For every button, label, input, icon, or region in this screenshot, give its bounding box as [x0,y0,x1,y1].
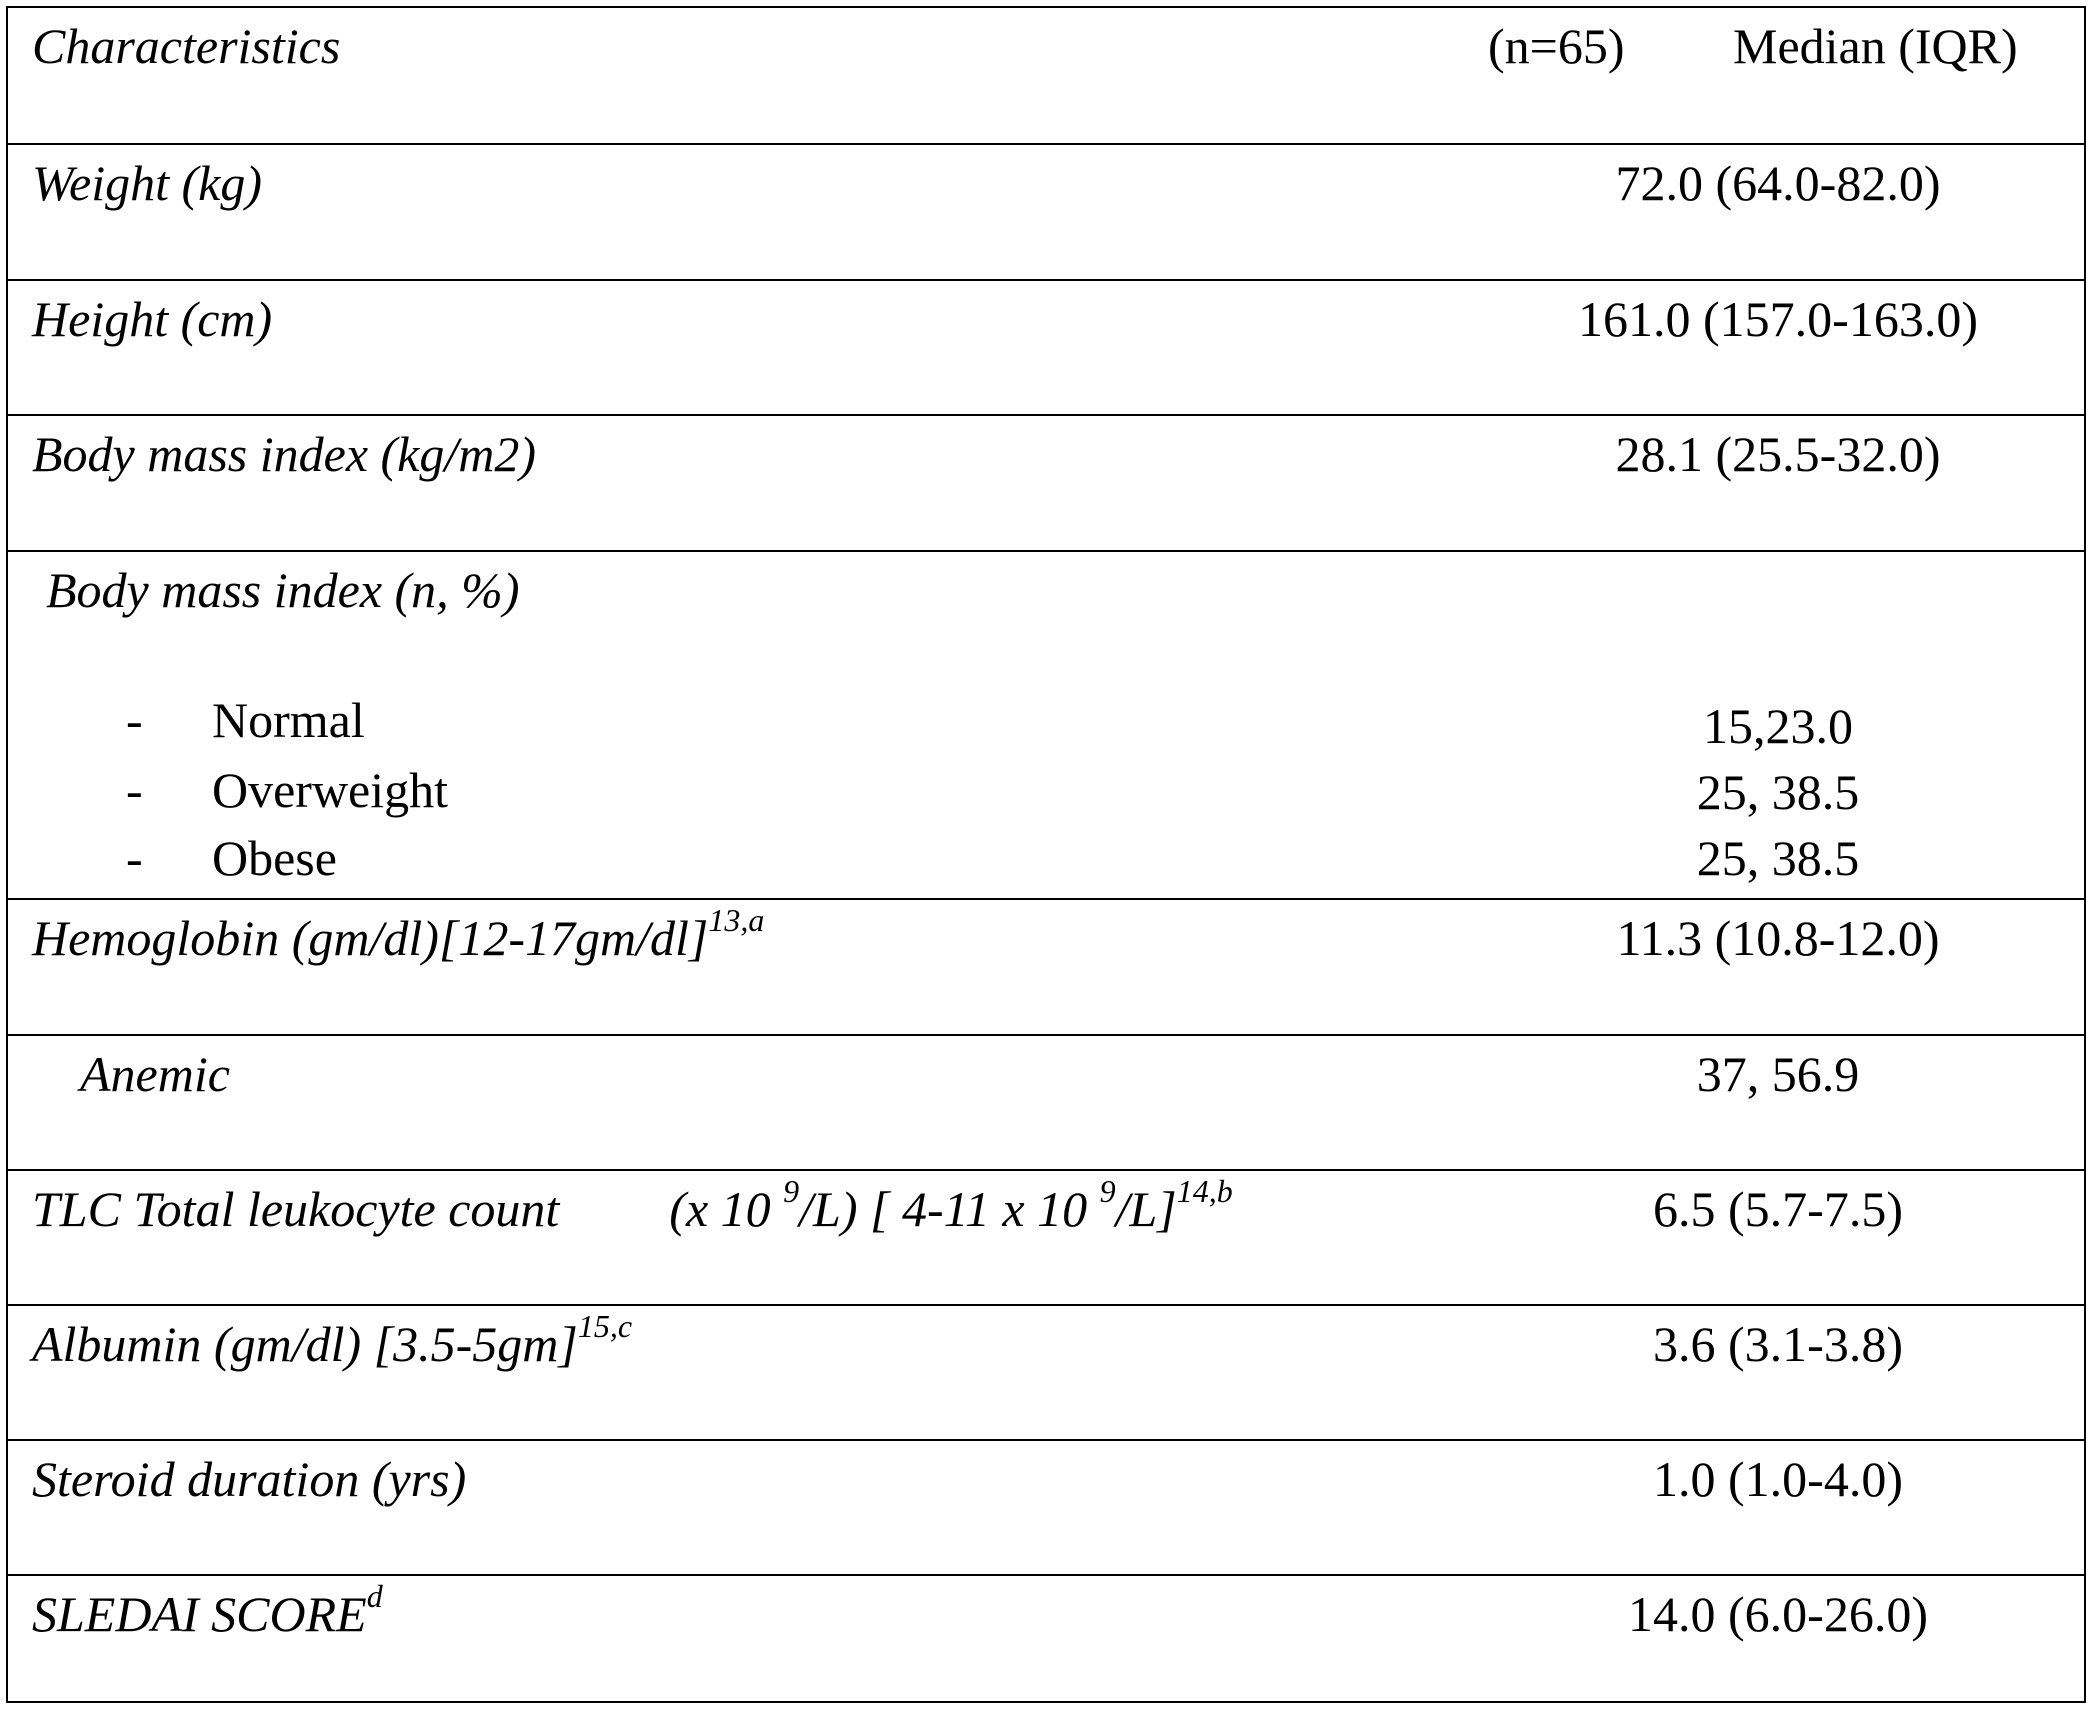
table-row-steroid-duration [8,1439,2084,1574]
footnote-ref: 15,c [577,1308,633,1344]
row-value: 14.0 (6.0-26.0) [1628,1586,1928,1642]
bmi-item-normal [126,690,365,750]
table-row-anemic [8,1034,2084,1169]
list-dash: - [126,762,143,818]
row-value: 161.0 (157.0-163.0) [1578,291,1978,347]
header-characteristics: Characteristics [32,18,341,74]
table-row-weight [8,143,2084,279]
table-row-height [8,279,2084,414]
header-n: (n=65) [1488,18,1625,74]
row-value: 11.3 (10.8-12.0) [1616,910,1940,966]
row-value: 28.1 (25.5-32.0) [1615,426,1941,482]
row-label [32,1173,1233,1239]
table-row-bmi-category [8,550,2084,898]
row-label: Steroid duration (yrs) [32,1451,467,1507]
footnote-ref: 13,a [708,902,765,938]
row-label: Body mass index (n, %) [46,562,520,618]
bmi-item-value: 15,23.0 [1703,698,1853,754]
row-value: 72.0 (64.0-82.0) [1615,155,1941,211]
row-label: Weight (kg) [32,155,263,211]
label-text: Hemoglobin (gm/dl)[12-17gm/dl] [32,910,709,966]
row-label [32,1578,383,1644]
row-value: 6.5 (5.7-7.5) [1653,1181,1903,1237]
bmi-item-value: 25, 38.5 [1696,764,1860,820]
table-header-row [8,8,2084,143]
row-value: 37, 56.9 [1696,1046,1860,1102]
label-text: /L) [ 4-11 x 10 [799,1181,1100,1237]
bmi-item-obese [126,828,337,888]
table-row-bmi [8,414,2084,550]
row-value: 1.0 (1.0-4.0) [1653,1451,1903,1507]
footnote-ref: d [366,1578,383,1614]
label-text: SLEDAI SCORE [32,1586,367,1642]
row-label: Body mass index (kg/m2) [32,426,537,482]
list-dash: - [126,830,143,886]
row-label [32,902,765,968]
row-label [32,1308,633,1374]
label-text: /L] [1115,1181,1177,1237]
table-row-albumin [8,1304,2084,1439]
list-dash: - [126,692,143,748]
footnote-ref: 14,b [1176,1173,1233,1209]
label-text: Albumin (gm/dl) [3.5-5gm] [32,1316,578,1372]
row-label: Height (cm) [32,291,273,347]
bmi-item-overweight [126,760,448,820]
label-text: TLC Total leukocyte count [32,1181,560,1237]
superscript: 9 [1099,1173,1116,1209]
bmi-item-label: Normal [212,692,365,748]
label-text: (x 10 [669,1181,784,1237]
table-row-hemoglobin [8,898,2084,1034]
characteristics-table [6,6,2086,1703]
bmi-item-label: Obese [212,830,337,886]
row-label: Anemic [80,1046,230,1102]
header-median-iqr: Median (IQR) [1733,18,2018,74]
row-value: 3.6 (3.1-3.8) [1653,1316,1903,1372]
superscript: 9 [783,1173,800,1209]
table-row-sledai [8,1574,2084,1701]
table-row-tlc [8,1169,2084,1304]
bmi-item-label: Overweight [212,762,449,818]
bmi-item-value: 25, 38.5 [1696,830,1860,886]
